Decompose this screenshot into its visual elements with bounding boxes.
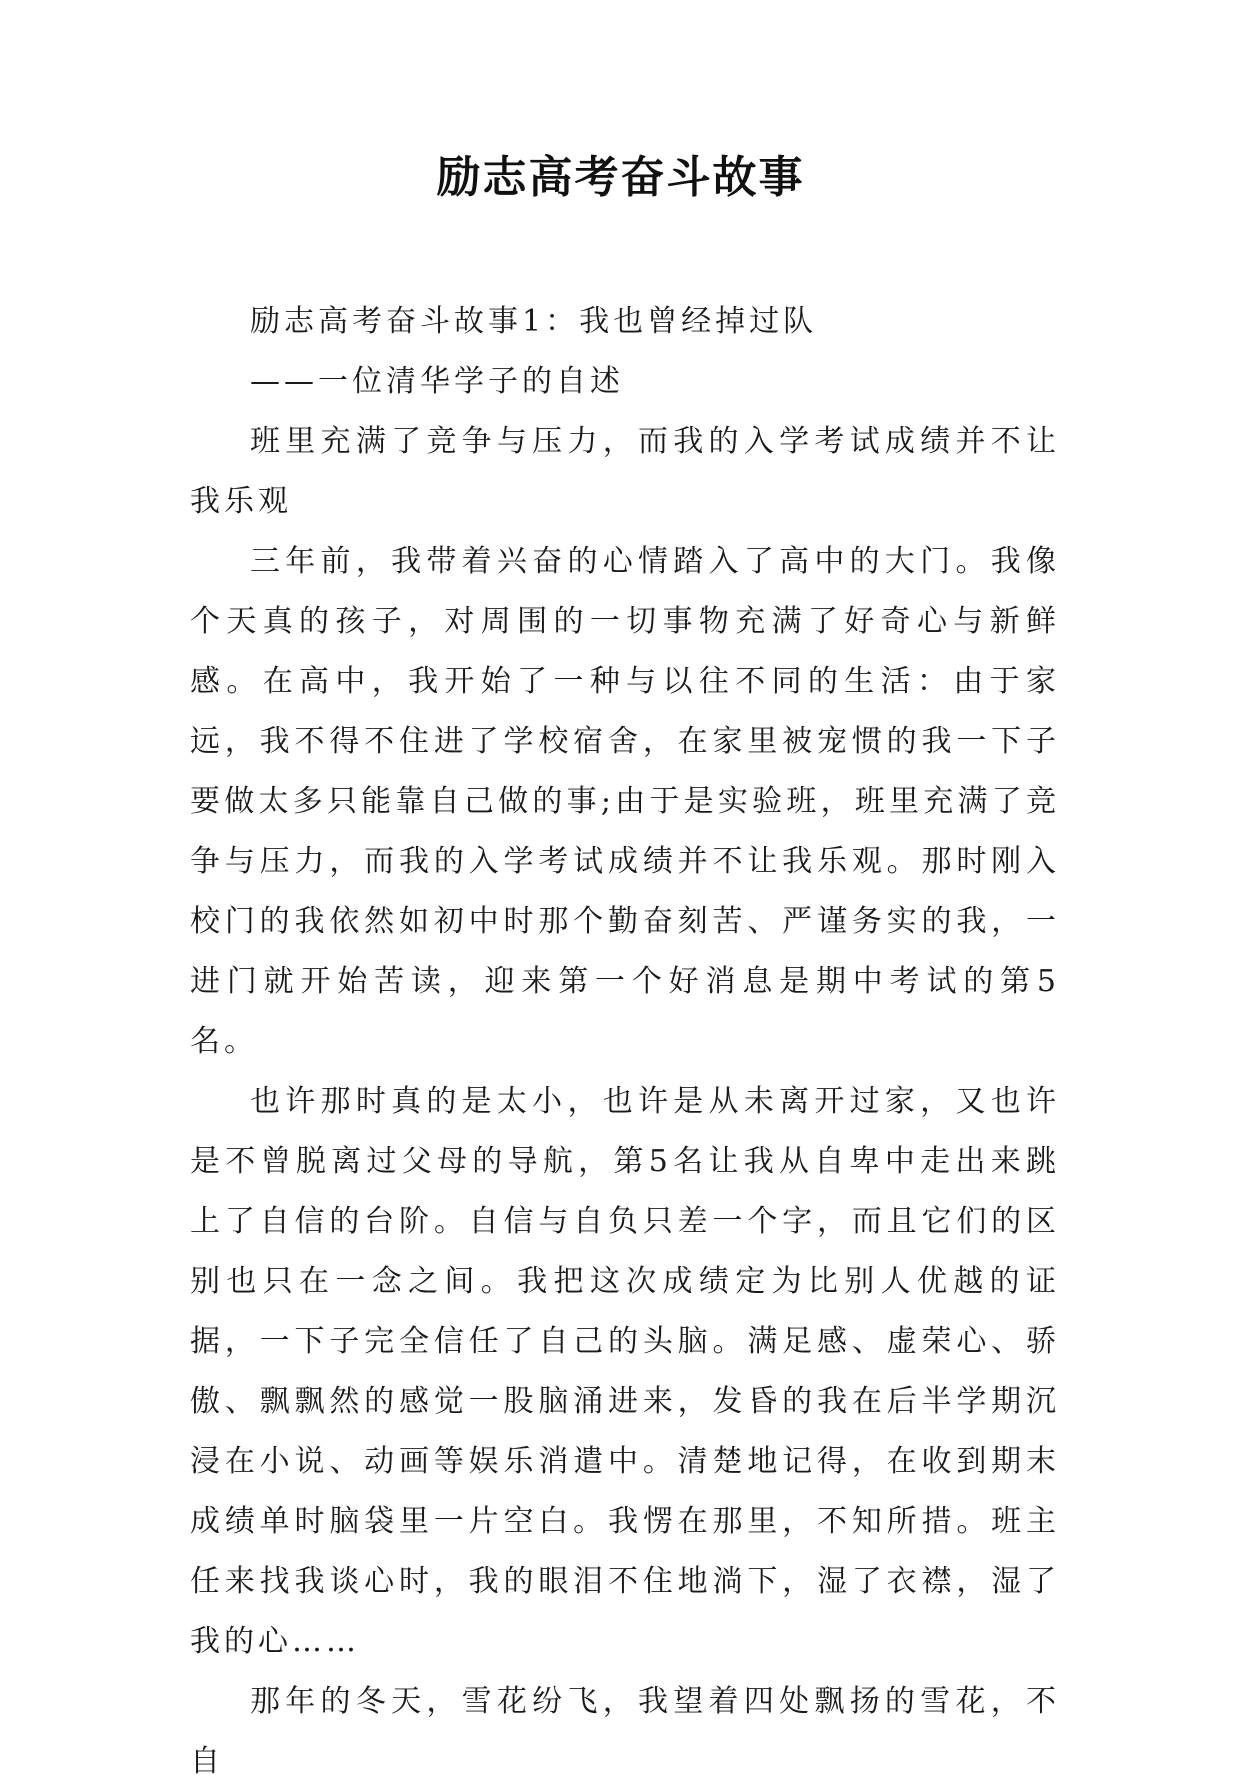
paragraph: 也许那时真的是太小，也许是从未离开过家，又也许是不曾脱离过父母的导航，第5名让我从自卑中走出来跳上了自信的台阶。自信与自负只差一个字，而且它们的区别也只在一念之间。我把这次成绩定为比别人优越的证据，一下子完全信任了自己的头脑。满足感、虚荣心、骄傲、飘飘然的感觉一股脑涌进来，发昏的我在后半学期沉浸在小说、动画等娱乐消遣中。清楚地记得，在收到期末成绩单时脑袋里一片空白。我愣在那里，不知所措。班主任来找我谈心时，我的眼泪不住地淌下，湿了衣襟，湿了我的心…… [190, 1084, 1060, 1659]
story-heading: 励志高考奋斗故事1：我也曾经掉过队 [250, 304, 818, 339]
paragraph: 那年的冬天，雪花纷飞，我望着四处飘扬的雪花，不自 [190, 1684, 1060, 1779]
paragraph: 班里充满了竞争与压力，而我的入学考试成绩并不让我乐观 [190, 424, 1060, 519]
paragraph: 三年前，我带着兴奋的心情踏入了高中的大门。我像个天真的孩子，对周围的一切事物充满了好奇心与新鲜感。在高中，我开始了一种与以往不同的生活：由于家远，我不得不住进了学校宿舍，在家里被宠惯的我一下子要做太多只能靠自己做的事;由于是实验班，班里充满了竞争与压力，而我的入学考试成绩并不让我乐观。那时刚入校门的我依然如初中时那个勤奋刻苦、严谨务实的我，一进门就开始苦读，迎来第一个好消息是期中考试的第5名。 [190, 544, 1060, 1059]
document-body [190, 292, 1060, 1792]
story-subheading: ——一位清华学子的自述 [250, 364, 624, 399]
document-title: 励志高考奋斗故事 [436, 152, 805, 203]
